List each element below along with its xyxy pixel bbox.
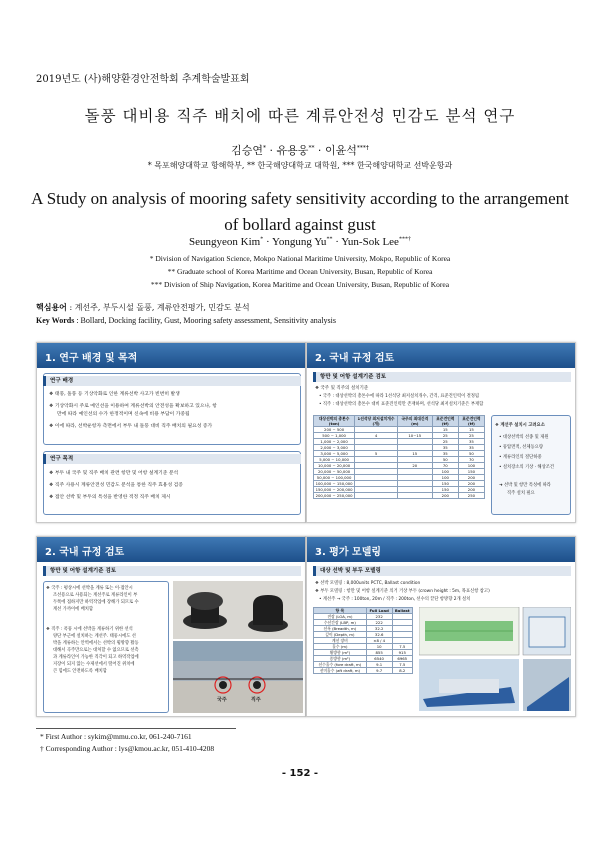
table-cell: 15 bbox=[397, 451, 432, 457]
bullet-continued: 만에 따라 예인선의 수가 한정적이며 신속에 비용 부담이 가중됨 bbox=[57, 412, 190, 417]
table-cell: ×8 / 4 bbox=[366, 638, 392, 644]
table-cell: 915 bbox=[392, 650, 412, 656]
ship-specification-table bbox=[313, 607, 413, 674]
table-cell: 15 bbox=[458, 427, 484, 433]
table-row bbox=[314, 668, 413, 674]
table-cell: 25 bbox=[432, 439, 458, 445]
table-cell: 종방향 (m²) bbox=[314, 656, 367, 662]
table-header-cell: 1선석당 최저설치개수(개) bbox=[355, 416, 398, 427]
keywords-korean-label: 핵심용어 bbox=[36, 302, 67, 312]
definition-line: 대해서 곡주만으로는 대처할 수 없으므로 선측 bbox=[53, 648, 139, 653]
table-cell: 선폭 (Breadth, m) bbox=[314, 626, 367, 632]
table-cell: 70 bbox=[432, 463, 458, 469]
definition-line: 과 계류라인이 가능한 직각이 되고 하역작업에 bbox=[53, 655, 139, 660]
section-heading: 대상 선박 및 부두 모델링 bbox=[313, 566, 571, 576]
table-cell: 10,000 ~ 20,000 bbox=[314, 463, 355, 469]
definition-line: ❖ 직주 : 폭풍 시에 선박을 계류하기 위한 선석 bbox=[46, 627, 133, 632]
affiliation-en-2: ** Graduate school of Korea Maritime and Ocean University, Busan, Republic of Korea bbox=[167, 267, 433, 276]
conclusion-text: ➜ 선박 및 항만 특성에 따라 bbox=[499, 483, 551, 488]
slide-background-purpose bbox=[36, 342, 306, 523]
table-cell: 선수흘수 (fore draft, m) bbox=[314, 662, 367, 668]
title-korean: 돌풍 대비용 직주 배치에 따른 계류안전성 민감도 분석 연구 bbox=[84, 107, 516, 125]
table-cell: 깊이 (Depth, m) bbox=[314, 632, 367, 638]
table-cell: 횡방향 (m²) bbox=[314, 650, 367, 656]
table-cell: 200 bbox=[458, 481, 484, 487]
table-cell: 100,000 ~ 150,000 bbox=[314, 481, 355, 487]
bollard-standard-table bbox=[313, 415, 485, 499]
table-cell: 500 ~ 1,000 bbox=[314, 433, 355, 439]
table-cell: 20,000 ~ 50,000 bbox=[314, 469, 355, 475]
table-cell: 100 bbox=[458, 463, 484, 469]
table-cell: 100 bbox=[432, 475, 458, 481]
table-cell: 9.7 bbox=[366, 668, 392, 674]
table-header-cell: 국주의 최대간격(m) bbox=[397, 416, 432, 427]
consideration-item: • 풍압면적, 선체동요량 bbox=[499, 445, 543, 450]
author-3: 이윤석 bbox=[324, 144, 357, 157]
definition-line: 양단 부근에 설치하는 계선주. 태풍시에도 선 bbox=[53, 634, 136, 639]
bullet: ❖ 직주 사용시 계류안전성 민감도 분석을 통한 직주 효용성 검증 bbox=[49, 483, 183, 488]
bullet-highlight: • 계선주 → 국주 : 100ton, 20m / 직주 : 200ton, 선수의 끝단 항방향 2개 설치 bbox=[319, 597, 471, 602]
table-cell: 200 ~ 500 bbox=[314, 427, 355, 433]
author-3-en: Yun-Sok Lee bbox=[341, 236, 399, 248]
keywords-english bbox=[36, 316, 336, 325]
keywords-korean bbox=[36, 302, 250, 313]
table-cell: 200 bbox=[458, 487, 484, 493]
photo-label-storm-bollard: 직주 bbox=[251, 697, 261, 703]
author-separator: · bbox=[263, 236, 273, 248]
table-cell: 1,000 ~ 2,000 bbox=[314, 439, 355, 445]
consideration-item: • 계류라인의 절단하중 bbox=[499, 455, 542, 460]
table-cell: 5 bbox=[355, 451, 398, 457]
table-cell: 25 bbox=[458, 433, 484, 439]
conclusion-text: 직주 설치 필요 bbox=[507, 491, 535, 496]
footnote-divider bbox=[36, 728, 236, 729]
definition-line: 박을 계류하는 안벽에서는 선박의 횡방향 활동 bbox=[53, 641, 139, 646]
consideration-heading: ❖ 계선주 설치시 고려요소 bbox=[495, 423, 545, 428]
author-1-en: Seungyeon Kim bbox=[189, 236, 261, 248]
bullet: ❖ 국주 및 직주의 설치기준 bbox=[315, 386, 369, 391]
table-header-cell: 항 목 bbox=[314, 608, 367, 614]
table-cell: 150,000 ~ 200,000 bbox=[314, 487, 355, 493]
bullet: ❖ 부두 모델링 : 항만 및 어항 설계기준 의거 거상 부두 (crown height : 5m, 목표신항 참고) bbox=[315, 589, 490, 594]
table-row bbox=[314, 493, 485, 499]
table-cell bbox=[397, 493, 432, 499]
table-cell: 전장 (LOA, m) bbox=[314, 614, 367, 620]
definition-line: 조선용으로 사용되는 계선주로 계류라인이 부 bbox=[53, 593, 138, 598]
slide-domestic-regulation-table bbox=[306, 342, 576, 523]
section-heading: 항만 및 어항 설계기준 검토 bbox=[43, 566, 301, 576]
bullet-highlight: • 직주 : 대상선박의 총톤수 대비 표준견인력만 존재하며, 선석당 최저설치기준은 부재함 bbox=[319, 402, 484, 407]
table-cell: 222 bbox=[366, 620, 392, 626]
slide-title: 2. 국내 규정 검토 bbox=[45, 547, 125, 558]
table-cell: 200 bbox=[458, 475, 484, 481]
author-2-mark: ** bbox=[308, 144, 315, 152]
bullet: ❖ 태풍, 돌풍 등 기상악화로 인한 계류선박 사고가 빈번히 발생 bbox=[49, 392, 180, 397]
table-cell: 2,000 ~ 3,000 bbox=[314, 445, 355, 451]
table-cell: 계선 장비 bbox=[314, 638, 367, 644]
table-cell: 32.6 bbox=[366, 632, 392, 638]
table-cell: 35 bbox=[432, 445, 458, 451]
author-separator: · bbox=[332, 236, 342, 248]
footnote-corresponding-author: † Corresponding Author : lys@kmou.ac.kr, 051-410-4208 bbox=[40, 744, 215, 753]
authors-korean bbox=[0, 142, 600, 158]
table-cell: 25 bbox=[432, 433, 458, 439]
author-separator: · bbox=[266, 144, 277, 157]
table-cell: 200 bbox=[432, 493, 458, 499]
title-english: A Study on analysis of mooring safety sensitivity according to the arrangement of bollard against gust bbox=[31, 189, 569, 234]
section-heading: 연구 배경 bbox=[43, 376, 301, 386]
definition-line: 큰 힘에도 안전하도록 배치함 bbox=[53, 669, 107, 674]
bullet bbox=[315, 581, 565, 588]
table-cell: 200,000 ~ 250,000 bbox=[314, 493, 355, 499]
table-cell: 50,000 ~ 100,000 bbox=[314, 475, 355, 481]
keywords-english-label: Key Words bbox=[36, 316, 75, 325]
keywords-english-text: : Bollard, Docking facility, Gust, Mooring safety assessment, Sensitivity analysis bbox=[74, 316, 336, 325]
table-cell: 150 bbox=[432, 487, 458, 493]
consideration-item: • 대상선박의 선종 및 제원 bbox=[499, 435, 549, 440]
table-header-cell: Full Load bbox=[366, 608, 392, 614]
table-cell: 6965 bbox=[392, 656, 412, 662]
conference-header: 2019년도 (사)해양환경안전학회 추계학술발표회 bbox=[36, 74, 250, 85]
section-heading: 항만 및 어항 설계기준 검토 bbox=[313, 372, 571, 382]
author-separator: · bbox=[314, 144, 325, 157]
table-cell: 흘수 (m) bbox=[314, 644, 367, 650]
authors-english bbox=[0, 236, 600, 248]
table-cell: 4 bbox=[355, 433, 398, 439]
table-cell bbox=[355, 493, 398, 499]
bullet: • 국주 : 대상선박의 총톤수에 따라 1선석당 최저설치개수, 간격, 표준견인력이 결정됨 bbox=[319, 394, 480, 399]
page-number: - 152 - bbox=[281, 768, 319, 779]
footnote-first-author: * First Author : sykim@mmu.co.kr, 061-240-7161 bbox=[40, 732, 192, 741]
table-cell: 35 bbox=[432, 451, 458, 457]
table-cell: 15 bbox=[432, 427, 458, 433]
author-3-en-mark: ***† bbox=[398, 236, 411, 243]
slide-evaluation-modeling bbox=[306, 536, 576, 717]
author-1: 김승연 bbox=[231, 144, 264, 157]
consideration-item: • 설치장소의 기상 · 해상조건 bbox=[499, 465, 555, 470]
table-cell: 수선간장 (LBP, m) bbox=[314, 620, 367, 626]
bullet: ❖ 기상악화시 주로 예인선을 이용하여 계류선박의 안전성을 확보하고 있으나, 항 bbox=[49, 404, 217, 409]
author-3-mark: ***† bbox=[356, 144, 369, 152]
table-header-cell: 대상선박의 총톤수(ton) bbox=[314, 416, 355, 427]
table-cell: 8.2 bbox=[392, 668, 412, 674]
table-header-cell: 표준견인력(tf) bbox=[458, 416, 484, 427]
author-1-en-mark: * bbox=[260, 236, 264, 243]
table-cell: 3,000 ~ 5,000 bbox=[314, 451, 355, 457]
slide-title: 3. 평가 모델링 bbox=[315, 547, 382, 558]
table-cell: 50 bbox=[458, 451, 484, 457]
table-cell: 32.2 bbox=[366, 626, 392, 632]
ship-model-figure bbox=[419, 607, 571, 711]
table-cell: 7.5 bbox=[392, 662, 412, 668]
section-heading: 연구 목적 bbox=[43, 454, 301, 464]
table-cell: 6540 bbox=[366, 656, 392, 662]
table-cell: 5,000 ~ 10,000 bbox=[314, 457, 355, 463]
table-cell: 10 bbox=[366, 644, 392, 650]
table-cell: 855 bbox=[366, 650, 392, 656]
table-cell: 50 bbox=[432, 457, 458, 463]
table-header-cell: 표준견인력(tf) bbox=[432, 416, 458, 427]
table-cell: 250 bbox=[458, 493, 484, 499]
slide-title: 2. 국내 규정 검토 bbox=[315, 353, 395, 364]
photo-label-bollard: 국주 bbox=[217, 697, 227, 703]
table-header-cell: Ballast bbox=[392, 608, 412, 614]
table-cell: 35 bbox=[458, 439, 484, 445]
table-cell: 선미흘수 (aft draft, m) bbox=[314, 668, 367, 674]
table-cell: 7.5 bbox=[392, 644, 412, 650]
author-2: 유용웅 bbox=[276, 144, 309, 157]
table-cell: 9.1 bbox=[366, 662, 392, 668]
bollard-photo bbox=[173, 581, 303, 713]
table-cell: 150 bbox=[432, 481, 458, 487]
table-cell: 100 bbox=[432, 469, 458, 475]
definition-line: 계선 가까이에 배치함 bbox=[53, 607, 94, 612]
definition-line: 지장이 되지 않는 수제선에서 떨어진 위치에 bbox=[53, 662, 135, 667]
table-cell: 232 bbox=[366, 614, 392, 620]
affiliations-korean: * 목포해양대학교 항해학부, ** 한국해양대학교 대학원, *** 한국해양대학교 선박운항과 bbox=[147, 161, 453, 170]
author-2-en: Yongung Yu bbox=[272, 236, 327, 248]
bullet-highlight: ❖ 이에 따라, 선박운항자 측면에서 부두 내 돌풍 대비 직주 배치의 필요성 증가 bbox=[49, 424, 213, 429]
author-1-mark: * bbox=[263, 144, 267, 152]
keywords-korean-text: : 계선주, 부두시설 돌풍, 계류안전평가, 민감도 분석 bbox=[66, 303, 250, 312]
bullet: ❖ 접안 선박 및 부두의 특성을 반영한 적정 직주 배치 제시 bbox=[49, 495, 171, 500]
definition-line: 두쪽에 접하지만 하역작업에 장해가 되므로 수 bbox=[53, 600, 139, 605]
table-cell: 20 bbox=[397, 463, 432, 469]
affiliation-en-3: *** Division of Ship Navigation, Korea Maritime and Ocean University, Busan, Republic of Korea bbox=[150, 280, 450, 289]
bullet: ❖ 부두 내 국주 및 직주 배치 관련 항만 및 어항 설계기준 분석 bbox=[49, 471, 179, 476]
table-cell: 70 bbox=[458, 457, 484, 463]
slide-bollard-types bbox=[36, 536, 306, 717]
definition-line: ❖ 국주 : 평상시에 선박을 계류 또는 이·접안시 bbox=[46, 586, 133, 591]
author-2-en-mark: ** bbox=[326, 236, 333, 243]
table-cell: 150 bbox=[458, 469, 484, 475]
table-cell: 10~15 bbox=[397, 433, 432, 439]
table-cell: 35 bbox=[458, 445, 484, 451]
affiliation-en-1: * Division of Navigation Science, Mokpo National Maritime University, Mokpo, Republic of Korea bbox=[149, 254, 451, 263]
bullet-text: ❖ 선박 모델링 : 8,000units PCTC, Ballast condition bbox=[315, 581, 421, 586]
slide-title: 1. 연구 배경 및 목적 bbox=[45, 353, 138, 364]
